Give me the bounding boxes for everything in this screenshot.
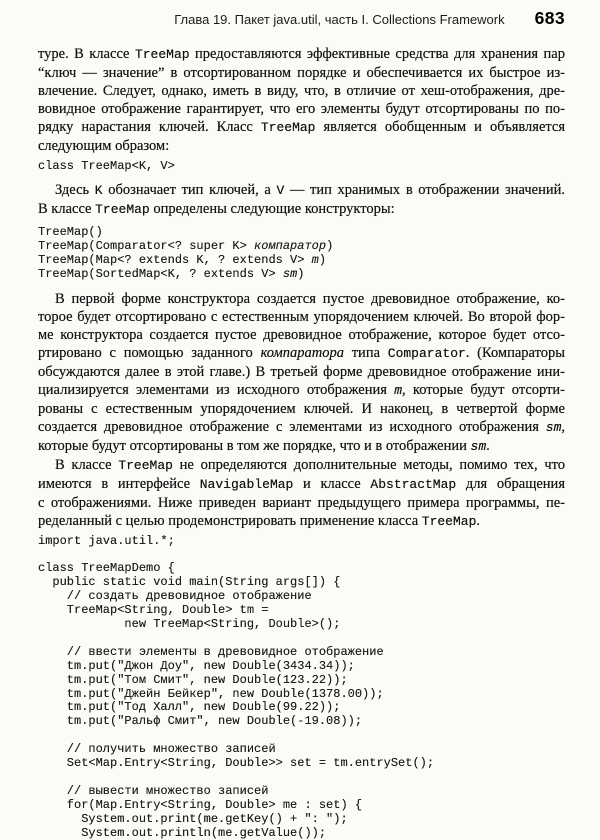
text-line: туре. В классе TreeMap предоставляются эффективные средства для хранения пар: [38, 46, 565, 62]
paragraph: [38, 181, 565, 219]
code-line: TreeMap(): [38, 224, 103, 239]
page-number: 683: [534, 8, 565, 28]
code-line: // создать древовидное отображение: [38, 589, 312, 604]
text-line: торое будет отсортировано с естественным упорядочением ключей. Во второй фор-: [38, 308, 565, 325]
code-line: for(Map.Entry<String, Double> me : set) {: [38, 797, 363, 812]
code-line: tm.put("Тод Халл", new Double(99.22));: [38, 700, 341, 715]
code-line: public static void main(String args[]) {: [38, 575, 341, 590]
text-line: рядку нарастания ключей. Класс TreeMap является обобщенным и объявляется: [38, 119, 566, 135]
text-line: В первой форме конструктора создается пустое древовидное отображение, ко-: [55, 290, 565, 307]
code-line: tm.put("Джейн Бейкер", new Double(1378.00));: [38, 686, 384, 701]
text-line: ределанный с целью продемонстрировать применение класса TreeMap.: [38, 512, 480, 529]
code-line: [38, 548, 565, 562]
text-line: циализируется элементами из исходного отображения m, которые будут отсорти-: [38, 381, 566, 398]
paragraph: [38, 456, 565, 531]
running-title: Глава 19. Пакет java.util, часть I. Collections Framework: [174, 12, 505, 27]
code-line: new TreeMap<String, Double>();: [38, 616, 341, 631]
code-line: [38, 771, 565, 785]
code-block: [38, 226, 565, 282]
code-line: TreeMap<String, Double> tm =: [38, 603, 269, 618]
text-line: “ключ — значение” в отсортированном порядке и обеспечивается их быстрое из-: [38, 65, 565, 81]
code-block: [38, 160, 565, 174]
code-line: class TreeMapDemo {: [38, 561, 175, 576]
code-line: tm.put("Ральф Смит", new Double(-19.08));: [38, 714, 363, 729]
code-line: System.out.println(me.getValue());: [38, 825, 327, 840]
text-line: В классе TreeMap не определяются дополнительные методы, помимо тех, что: [55, 456, 566, 473]
code-line: tm.put("Том Смит", new Double(123.22));: [38, 672, 348, 687]
text-line: ртировано с помощью заданного компаратора типа Comparator. (Компараторы: [38, 344, 565, 361]
text-line: влечение. Следует, однако, иметь в виду, что, в отличие от хеш-отображения, дре-: [38, 83, 565, 99]
text-line: следующим образом:: [38, 138, 170, 154]
code-line: [38, 632, 565, 646]
text-line: с отображениями. Ниже приведен вариант предыдущего примера программы, пе-: [38, 494, 565, 511]
text-line: Здесь K обозначает тип ключей, а V — тип хранимых в отображении значений.: [55, 181, 565, 198]
text-line: которые будут отсортированы в том же порядке, что и в отображении sm.: [38, 437, 490, 454]
code-line: Set<Map.Entry<String, Double>> set = tm.entrySet();: [38, 756, 435, 771]
code-line: TreeMap(Comparator<? super K> компаратор): [38, 238, 334, 253]
page-header: [38, 8, 565, 28]
text-line: вовидное отображение гарантирует, что его элементы будут отсортированы по по-: [38, 101, 565, 117]
code-line: import java.util.*;: [38, 533, 175, 548]
paragraph: [38, 290, 565, 456]
text-line: В классе TreeMap определены следующие конструкторы:: [38, 200, 395, 217]
code-line: class TreeMap<K, V>: [38, 159, 175, 173]
text-line: рованы с естественным упорядочением ключей. И наконец, в четвертой форме: [38, 400, 565, 417]
code-line: // ввести элементы в древовидное отображение: [38, 644, 384, 659]
page-body: [38, 45, 565, 840]
code-line: tm.put("Джон Доу", new Double(3434.34));: [38, 658, 355, 673]
code-line: TreeMap(Map<? extends K, ? extends V> m): [38, 252, 327, 267]
text-line: обсуждаются далее в этой главе.) В третьей форме древовидное отображение ини-: [38, 363, 565, 380]
code-line: System.out.print(me.getKey() + ": ");: [38, 811, 348, 826]
code-line: TreeMap(SortedMap<K, ? extends V> sm): [38, 266, 305, 281]
text-line: создается древовидное отображение с элементами из исходного отображения sm,: [38, 418, 565, 435]
code-block: [38, 535, 565, 840]
code-line: // вывести множество записей: [38, 783, 269, 798]
text-line: имеются в интерфейсе NavigableMap и классе AbstractMap для обращения: [38, 475, 565, 492]
code-line: // получить множество записей: [38, 742, 276, 757]
text-line: ме конструктора создается пустое древовидное отображение, которое будет отсо-: [38, 326, 565, 343]
paragraph: [38, 45, 565, 155]
